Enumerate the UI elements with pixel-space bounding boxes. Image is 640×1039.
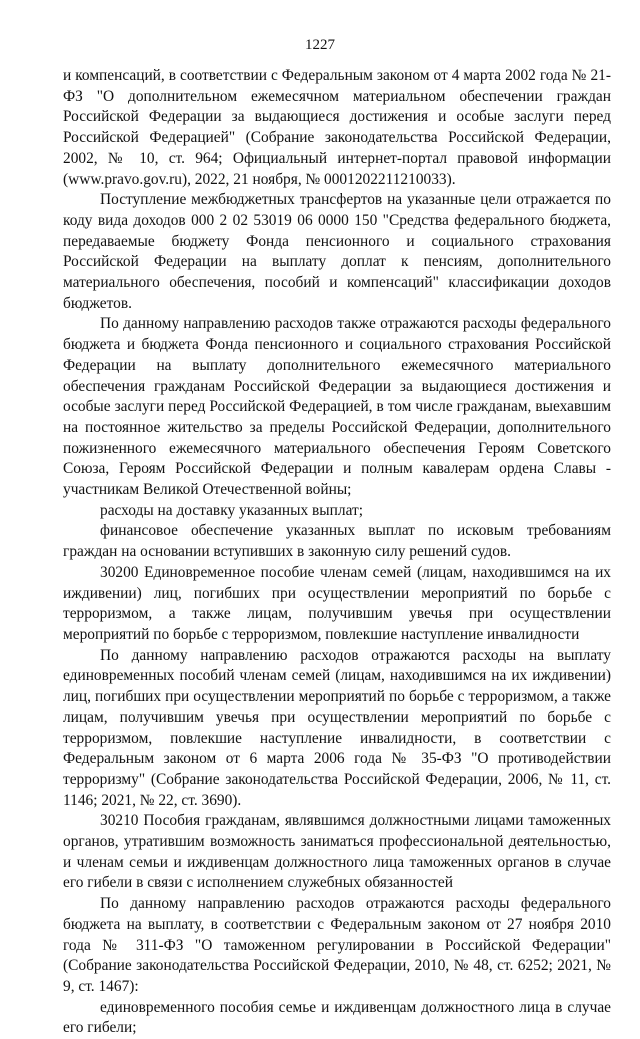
page-number: 1227 <box>305 37 335 53</box>
paragraph-continuation: и компенсаций, в соответствии с Федеральным законом от 4 марта 2002 года № 21-ФЗ "О дополнительном ежемесячном материальном обеспечении граждан Российской Федерации за выдающиеся достижения и особые заслуги перед Российской Федерацией" (Собрание законодательства Российской Федерации, 2002, № 10, ст. 964; Официальный интернет-портал правовой информации (www.pravo.gov.ru), 2022, 21 ноября, № 0001202211210033). <box>63 67 611 188</box>
paragraph-delivery-costs: расходы на доставку указанных выплат; <box>100 501 364 519</box>
paragraph-terrorism-payments: По данному направлению расходов отражаются расходы на выплату единовременных пособий членам семей (лицам, находившимся на их иждивении) лиц, погибших при осуществлении мероприятий по борьбе с терроризмом, а также лицам, получившим увечья при осуществлении мероприятий по борьбе с терроризмом, повлекшие наступление инвалидности, в соответствии с Федеральным законом от 6 марта 2006 года № 35-ФЗ "О противодействии терроризму" (Собрание законодательства Российской Федерации, 2006, № 11, ст. 1146; 2021, № 22, ст. 3690). <box>63 646 611 809</box>
document-body <box>63 66 611 1039</box>
paragraph-lump-sum-benefit: единовременного пособия семье и иждивенцам должностного лица в случае его гибели; <box>63 998 611 1037</box>
paragraph-code-30200: 30200 Единовременное пособие членам семей (лицам, находившимся на их иждивении) лиц, погибших при осуществлении мероприятий по борьбе с терроризмом, а также лицам, получившим увечья при осуществлении мероприятий по борьбе с терроризмом, повлекшие наступление инвалидности <box>63 563 611 643</box>
paragraph-customs-payments: По данному направлению расходов отражаются расходы федерального бюджета на выплату, в соответствии с Федеральным законом от 27 ноября 2010 года № 311-ФЗ "О таможенном регулировании в Российской Федерации" (Собрание законодательства Российской Федерации, 2010, № 48, ст. 6252; 2021, № 9, ст. 1467): <box>63 895 611 995</box>
paragraph-code-30210: 30210 Пособия гражданам, являвшимся должностными лицами таможенных органов, утратившим возможность заниматься профессиональной деятельностью, и членам семьи и иждивенцам должностного лица таможенных органов в случае его гибели в связи с исполнением служебных обязанностей <box>63 812 611 892</box>
paragraph-court-claims: финансовое обеспечение указанных выплат по исковым требованиям граждан на основании вступивших в законную силу решений судов. <box>63 522 611 561</box>
paragraph-federal-budget: По данному направлению расходов также отражаются расходы федерального бюджета и бюджета Фонда пенсионного и социального страхования Российской Федерации на выплату дополнительного ежемесячного материального обеспечения гражданам Российской Федерации за выдающиеся достижения и особые заслуги перед Российской Федерацией, в том числе гражданам, выехавшим на постоянное жительство за пределы Российской Федерации, дополнительного пожизненного ежемесячного материального обеспечения Героям Советского Союза, Героям Российской Федерации и полным кавалерам ордена Славы - участникам Великой Отечественной войны; <box>63 315 611 499</box>
paragraph-transfers: Поступление межбюджетных трансфертов на указанные цели отражается по коду вида доходов 000 2 02 53019 06 0000 150 "Средства федерального бюджета, передаваемые бюджету Фонда пенсионного и социального страхования Российской Федерации на выплату доплат к пенсиям, дополнительного материального обеспечения, пособий и компенсаций" классификации доходов бюджетов. <box>63 191 611 312</box>
